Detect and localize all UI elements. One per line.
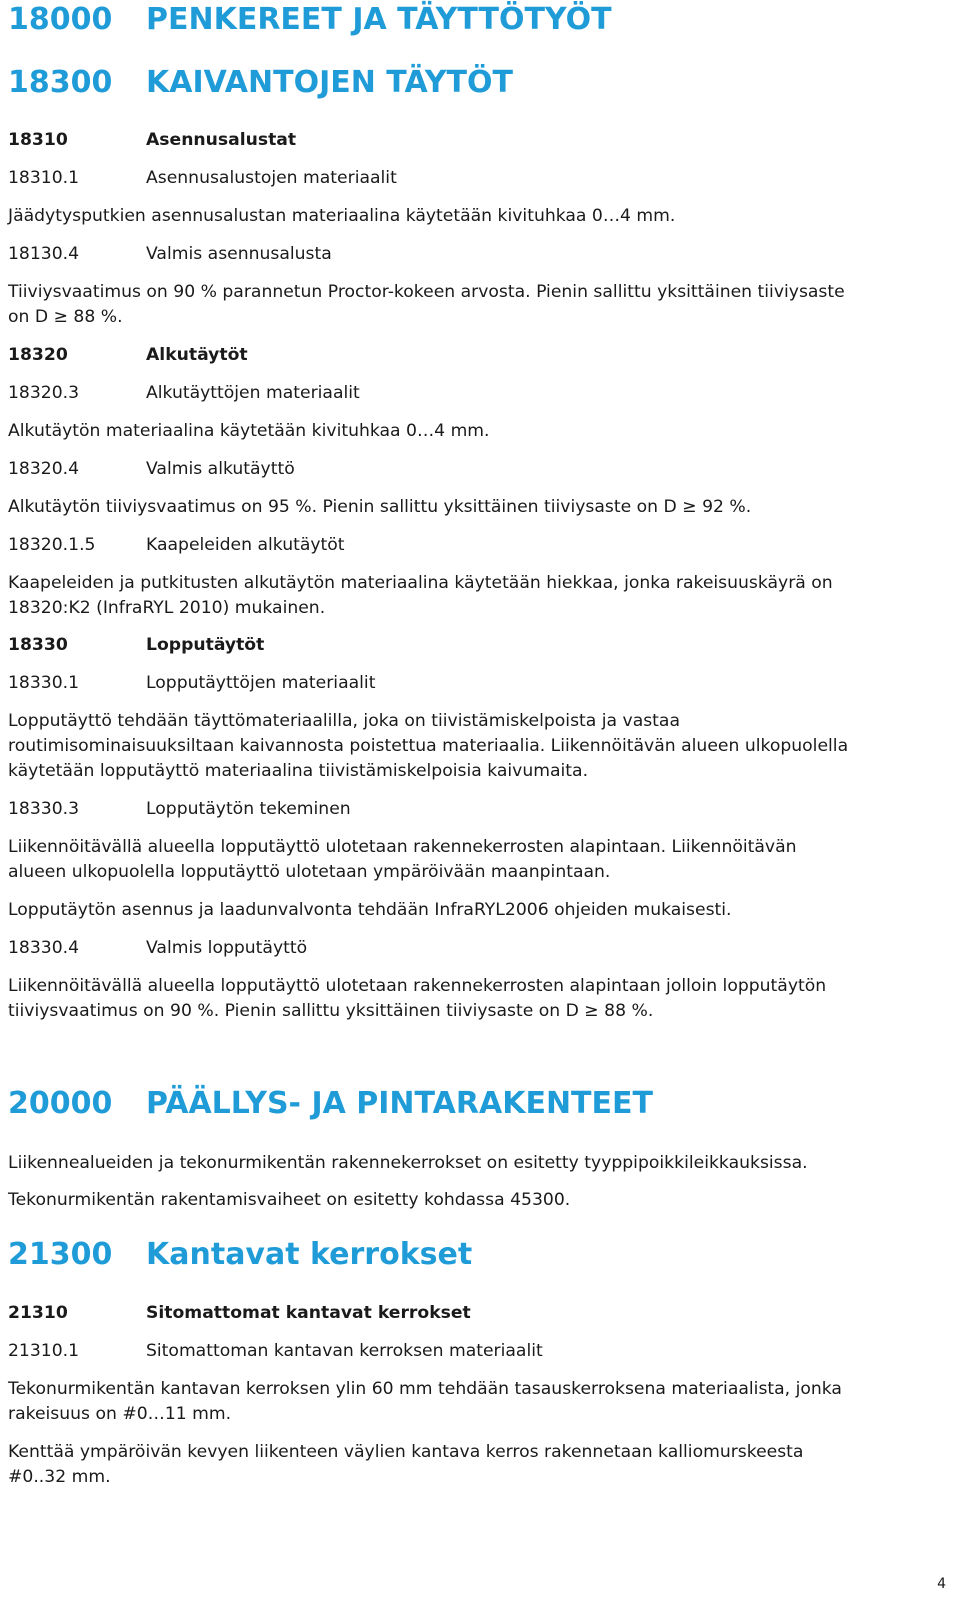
paragraph: tiiviysvaatimus on 90 %. Pienin sallittu yksittäinen tiiviysaste on D ≥ 88 %. — [8, 1001, 654, 1021]
paragraph: Lopputäyttö tehdään täyttömateriaalilla, joka on tiivistämiskelpoista ja vastaa — [8, 711, 680, 731]
paragraph: Lopputäytön asennus ja laadunvalvonta tehdään InfraRYL2006 ohjeiden mukaisesti. — [8, 900, 732, 920]
paragraph: Kenttää ympäröivän kevyen liikenteen väylien kantava kerros rakennetaan kalliomurskeesta — [8, 1442, 804, 1462]
paragraph: on D ≥ 88 %. — [8, 307, 123, 327]
paragraph: Tiiviysvaatimus on 90 % parannetun Proctor-kokeen arvosta. Pienin sallittu yksittäinen tiiviysaste — [8, 282, 845, 302]
paragraph: Liikennöitävällä alueella lopputäyttö ulotetaan rakennekerrosten alapintaan jolloin lopputäytön — [8, 976, 827, 996]
paragraph: routimisominaisuuksiltaan kaivannosta poistettua materiaalia. Liikennöitävän alueen ulkopuolella — [8, 736, 849, 756]
paragraph: #0..32 mm. — [8, 1467, 111, 1487]
paragraph: Alkutäytön materiaalina käytetään kivituhkaa 0…4 mm. — [8, 421, 490, 441]
document-page: 18000 PENKEREET JA TÄYTTÖTYÖT 18300 KAIVANTOJEN TÄYTÖT 18310 Asennusalustat 18310.1 Asennusalustojen materiaalit Jäädytysputkien asennusalustan materiaalina käytetään kivituhkaa 0…4 mm. 18130.4 Valmis asennusalusta Tiiviysvaatimus on 90 % parannetun Proctor-kokeen arvosta. Pienin sallittu yksittäinen tiiviysaste on D ≥ 88 %. 18320 Alkutäytöt 18320.3 Alkutäyttöjen materiaalit Alkutäytön materiaalina käytetään kivituhkaa 0…4 mm. 18320.4 Valmis alkutäyttö Alkutäytön tiiviysvaatimus on 95 %. Pienin sallittu yksittäinen tiiviysaste on D ≥ 92 %. 18320.1.5 Kaapeleiden alkutäytöt Kaapeleiden ja putkitusten alkutäytön materiaalina käytetään hiekkaa, jonka rakeisuuskäyrä on 18320:K2 (InfraRYL 2010) mukainen. 18330 Lopputäytöt 18330.1 Lopputäyttöjen materiaalit Lopputäyttö tehdään täyttömateriaalilla, joka on tiivistämiskelpoista ja vastaa routimisominaisuuksiltaan kaivannosta poistettua materiaalia. Liikennöitävän alueen ulkopuolella käytetään lopputäyttö materiaalina tiivistämiskelpoisia kaivumaita. 18330.3 Lopputäytön tekeminen Liikennöitävällä alueella lopputäyttö ulotetaan rakennekerrosten alapintaan. Liikennöitävän alueen ulkopuolella lopputäyttö ulotetaan ympäröivään maanpintaan. Lopputäytön asennus ja laadunvalvonta tehdään InfraRYL2006 ohjeiden mukaisesti. 18330.4 Valmis lopputäyttö Liikennöitävällä alueella lopputäyttö ulotetaan rakennekerrosten alapintaan jolloin lopputäytön tiiviysvaatimus on 90 %. Pienin sallittu yksittäinen tiiviysaste on D ≥ 88 %. 20000 PÄÄLLYS- JA PINTARAKENTEET Liikennealueiden ja tekonurmikentän rakennekerrokset on esitetty tyyppipoikkileikkauksissa. Tekonurmikentän rakentamisvaiheet on esitetty kohdassa 45300. 21300 Kantavat kerrokset 21310 Sitomattomat kantavat kerrokset 21310.1 Sitomattoman kantavan kerroksen materiaalit Tekonurmikentän kantavan kerroksen ylin 60 mm tehdään tasauskerroksena materiaalista, jonka rakeisuus on #0…11 mm. Kenttää ympäröivän kevyen liikenteen väylien kantava kerros rakennetaan kalliomurskeesta #0..32 mm. 4 — [8, 2, 946, 1592]
paragraph: käytetään lopputäyttö materiaalina tiivistämiskelpoisia kaivumaita. — [8, 761, 589, 781]
paragraph: Jäädytysputkien asennusalustan materiaalina käytetään kivituhkaa 0…4 mm. — [8, 206, 676, 226]
paragraph: Tekonurmikentän kantavan kerroksen ylin 60 mm tehdään tasauskerroksena materiaalista, jonka — [8, 1379, 842, 1399]
paragraph: 18320:K2 (InfraRYL 2010) mukainen. — [8, 598, 326, 618]
paragraph: Liikennöitävällä alueella lopputäyttö ulotetaan rakennekerrosten alapintaan. Liikennöitävän — [8, 837, 797, 857]
paragraph: Tekonurmikentän rakentamisvaiheet on esitetty kohdassa 45300. — [8, 1190, 571, 1210]
paragraph: alueen ulkopuolella lopputäyttö ulotetaan ympäröivään maanpintaan. — [8, 862, 611, 882]
paragraph: rakeisuus on #0…11 mm. — [8, 1404, 232, 1424]
paragraph: Kaapeleiden ja putkitusten alkutäytön materiaalina käytetään hiekkaa, jonka rakeisuuskäyrä on — [8, 573, 833, 593]
paragraph: Liikennealueiden ja tekonurmikentän rakennekerrokset on esitetty tyyppipoikkileikkauksissa. — [8, 1153, 808, 1173]
paragraph: Alkutäytön tiiviysvaatimus on 95 %. Pienin sallittu yksittäinen tiiviysaste on D ≥ 92 %. — [8, 497, 752, 517]
page-number: 4 — [937, 1576, 946, 1592]
